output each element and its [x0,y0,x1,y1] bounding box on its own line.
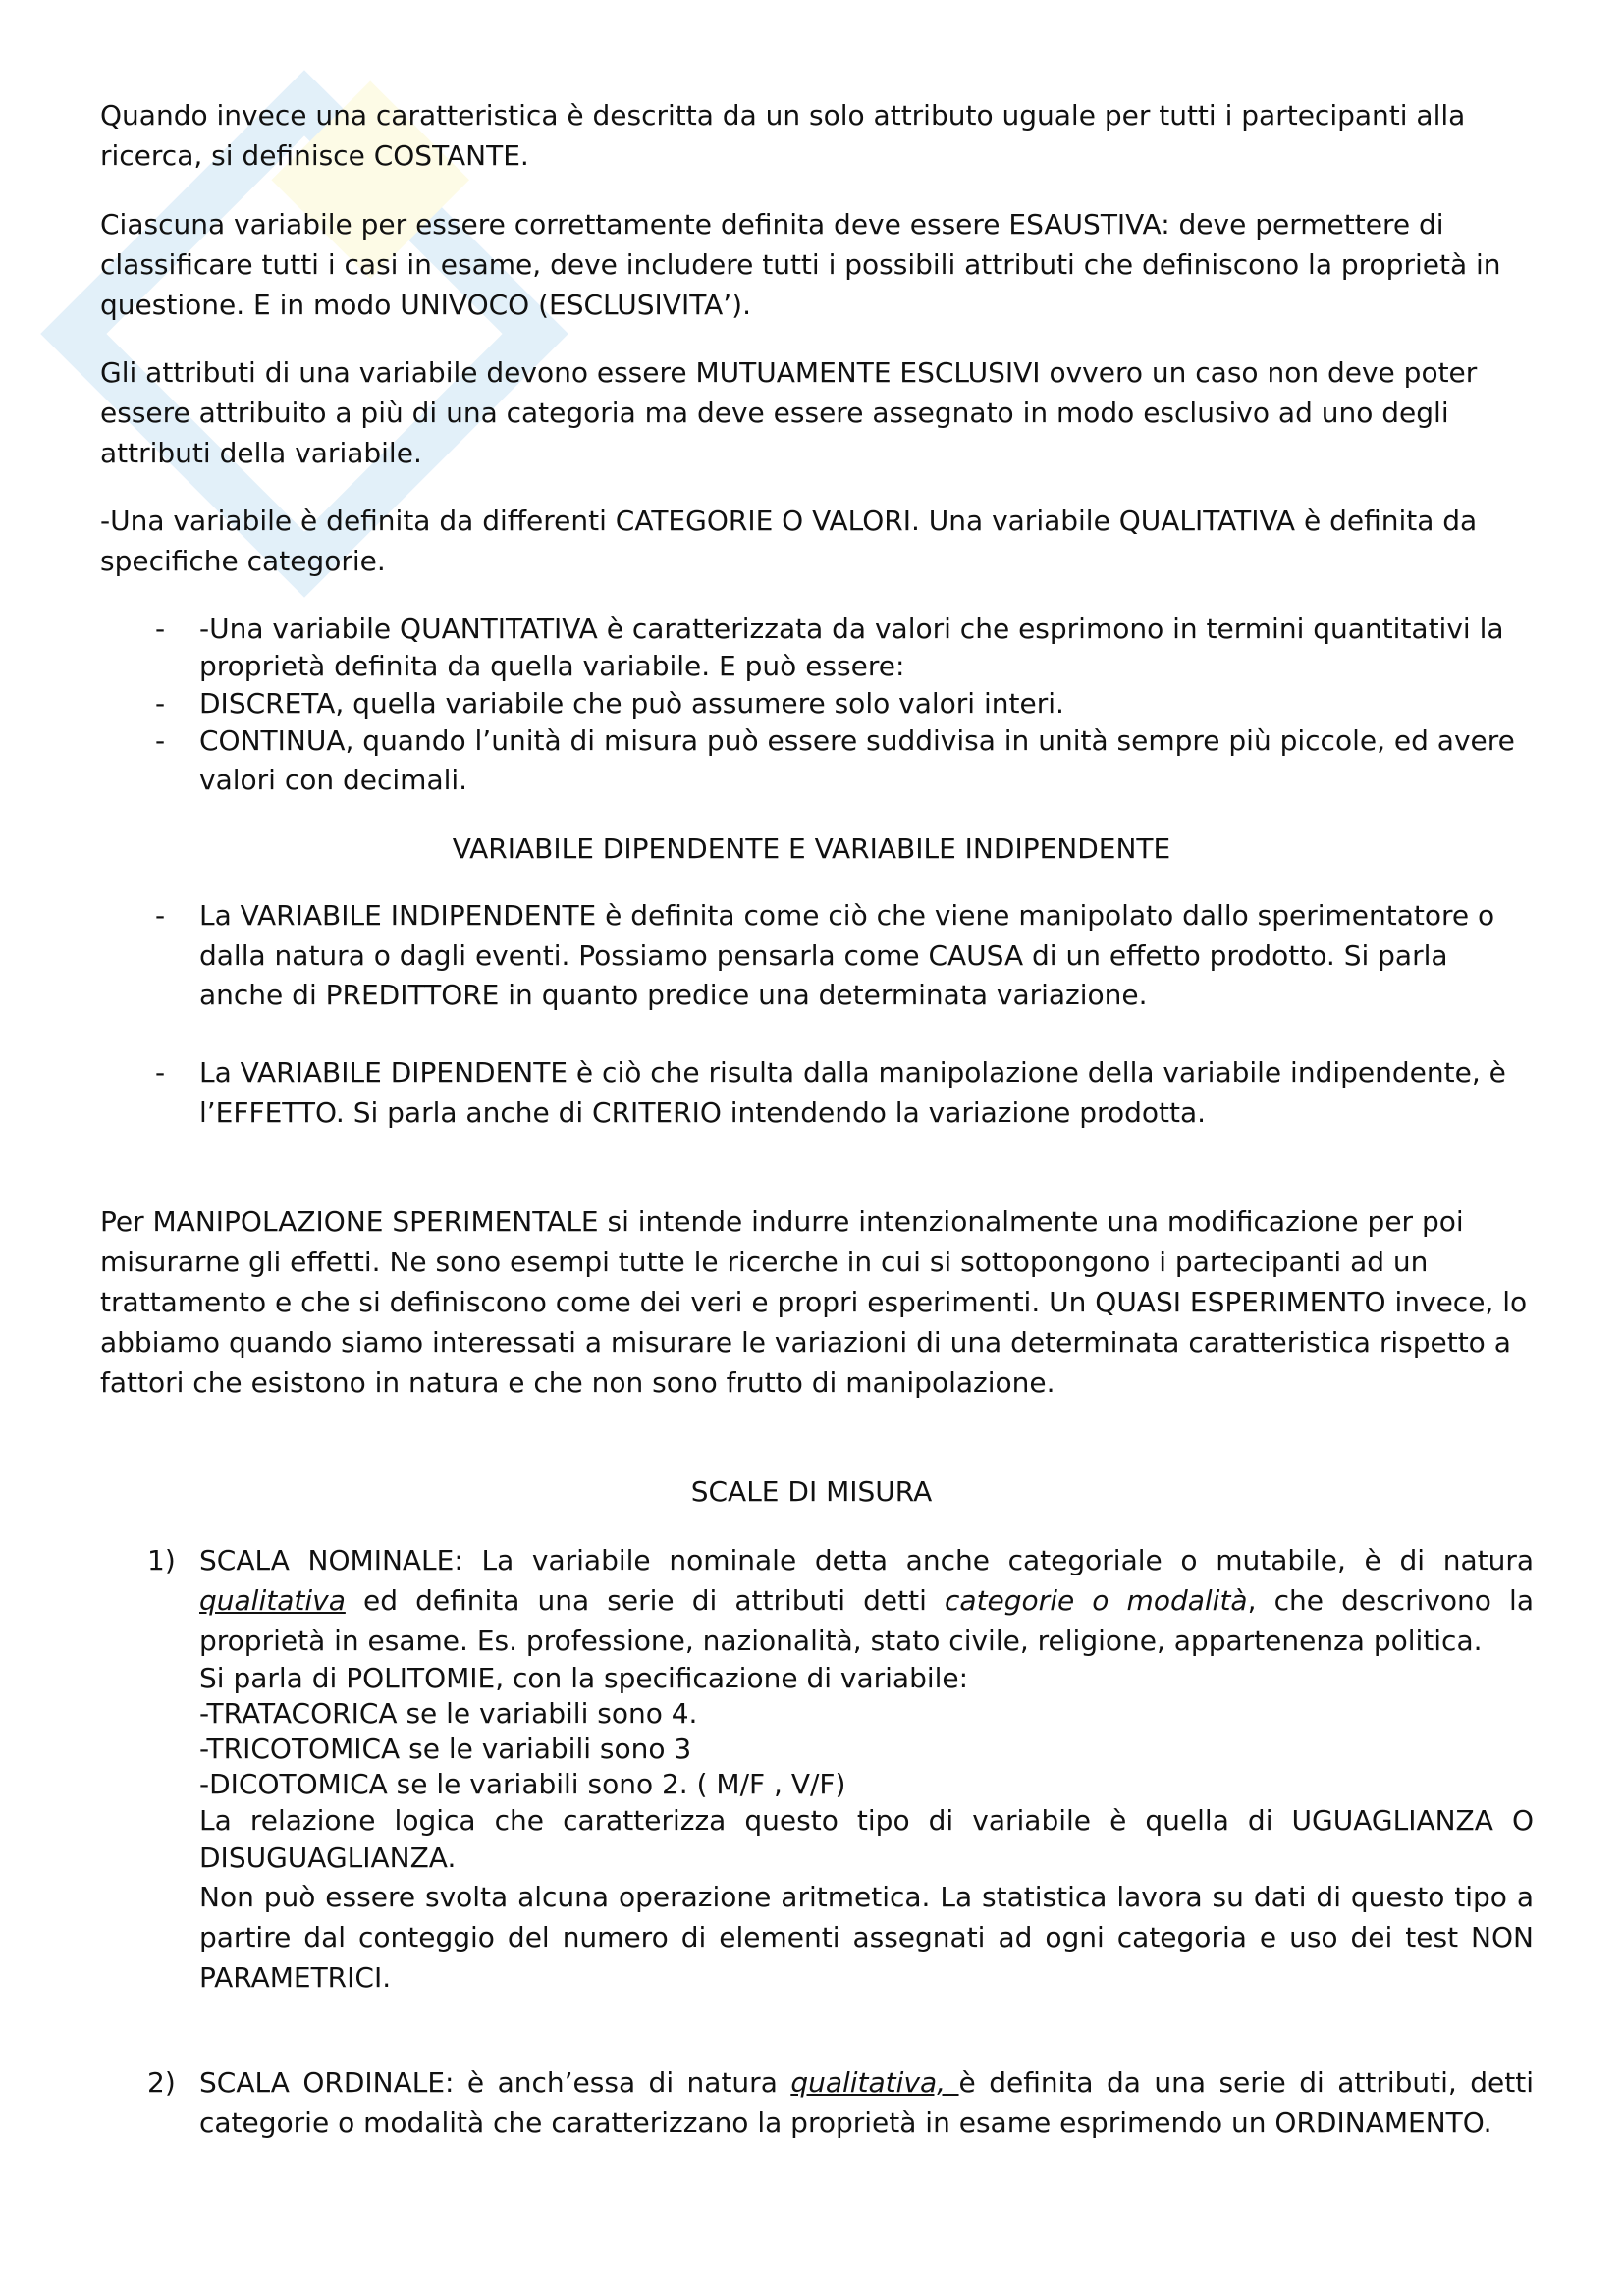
text: , che descrivono la proprietà in esame. Es. professione, nazionalità, stato civile, religione, appartenenza politica. [199,1584,1534,1657]
dash-bullet: - [155,899,166,932]
dash-bullet: - [155,724,166,757]
list-item [155,611,1534,685]
text: ed definita una serie di attributi detti [345,1584,946,1617]
paragraph-esaustiva: Ciascuna variabile per essere correttamente definita deve essere ESAUSTIVA: deve permettere di classificare tutti i casi in esame, deve includere tutti i possibili attributi che definiscono la proprietà in questione. E in modo UNIVOCO (ESCLUSIVITA’). [100,208,1501,321]
dash-bullet: - [155,1056,166,1089]
list-item [155,721,1534,800]
list-item-text: DISCRETA, quella variabile che può assumere solo valori interi. [199,687,1064,720]
paragraph-categorie-valori: -Una variabile è definita da differenti CATEGORIE O VALORI. Una variabile QUALITATIVA è definita da specifiche categorie. [100,505,1478,577]
text: è definita da una serie di attributi, detti categorie o modalità che caratterizzano la proprietà in esame esprimendo un ORDINAMENTO. [199,2066,1534,2139]
dash-bullet: - [155,687,166,720]
emphasis: categorie o modalità [945,1584,1248,1617]
list-item-text: CONTINUA, quando l’unità di misura può essere suddivisa in unità sempre più piccole, ed avere valori con decimali. [199,724,1515,796]
dicotomica-line: -DICOTOMICA se le variabili sono 2. ( M/F , V/F) [199,1768,846,1800]
scale-nominale-definition [199,1540,1534,1661]
list-item [155,1053,1534,1133]
paragraph-manipolazione: Per MANIPOLAZIONE SPERIMENTALE si intende indurre intenzionalmente una modificazione per poi misurarne gli effetti. Ne sono esempi tutte le ricerche in cui si sottopongono i partecipanti ad un trattamento e che si definiscono come dei veri e propri esperimenti. Un QUASI ESPERIMENTO invece, lo abbiamo quando siamo interessati a misurare le variazioni di una determinata caratteristica rispetto a fattori che esistono in natura e che non sono frutto di manipolazione. [100,1205,1528,1399]
scale-item-nominale [147,1540,1534,1998]
tetracorica-line: -TRATACORICA se le variabili sono 4. [199,1697,698,1730]
text: SCALA ORDINALE: è anch’essa di natura [199,2066,791,2099]
list-item [155,685,1534,722]
operazioni-text: Non può essere svolta alcuna operazione aritmetica. La statistica lavora su dati di questo tipo a partire dal conteggio del numero di elementi assegnati ad ogni categoria e uso dei test NON PARAMETRICI. [199,1881,1534,1994]
text: SCALA NOMINALE: La variabile nominale detta anche categoriale o mutabile, è di natura [199,1544,1534,1576]
emphasis: qualitativa [199,1584,346,1617]
politomie-line: Si parla di POLITOMIE, con la specificazione di variabile: [199,1662,969,1694]
scale-item-ordinale [147,2062,1534,2143]
emphasis: qualitativa, [790,2066,959,2099]
dash-bullet: - [155,613,166,645]
list-item-text: La VARIABILE INDIPENDENTE è definita come ciò che viene manipolato dallo sperimentatore o dalla natura o dagli eventi. Possiamo pensarla come CAUSA di un effetto prodotto. Si parla anche di PREDITTORE in quanto predice una determinata variazione. [199,899,1495,1012]
paragraph-mutuamente-esclusivi: Gli attributi di una variabile devono essere MUTUAMENTE ESCLUSIVI ovvero un caso non deve poter essere attribuito a più di una categoria ma deve essere assegnato in modo esclusivo ad uno degli attributi della variabile. [100,356,1478,469]
list-item-text: -Una variabile QUANTITATIVA è caratterizzata da valori che esprimono in termini quantitativi la proprietà definita da quella variabile. E può essere: [199,613,1504,682]
tricotomica-line: -TRICOTOMICA se le variabili sono 3 [199,1733,692,1765]
paragraph-costante: Quando invece una caratteristica è descritta da un solo attributo uguale per tutti i partecipanti alla ricerca, si definisce COSTANTE. [100,99,1466,172]
list-item-text: La VARIABILE DIPENDENTE è ciò che risulta dalla manipolazione della variabile indipendente, è l’EFFETTO. Si parla anche di CRITERIO intendendo la variazione prodotta. [199,1056,1506,1129]
section-heading-variabili: VARIABILE DIPENDENTE E VARIABILE INDIPENDENTE [452,832,1171,865]
list-item [155,896,1534,1016]
relazione-logica-text: La relazione logica che caratterizza questo tipo di variabile è quella di UGUAGLIANZA O DISUGUAGLIANZA. [199,1804,1534,1874]
list-number: 1) [147,1544,176,1576]
list-number: 2) [147,2066,176,2099]
section-heading-scale: SCALE DI MISURA [690,1475,933,1508]
